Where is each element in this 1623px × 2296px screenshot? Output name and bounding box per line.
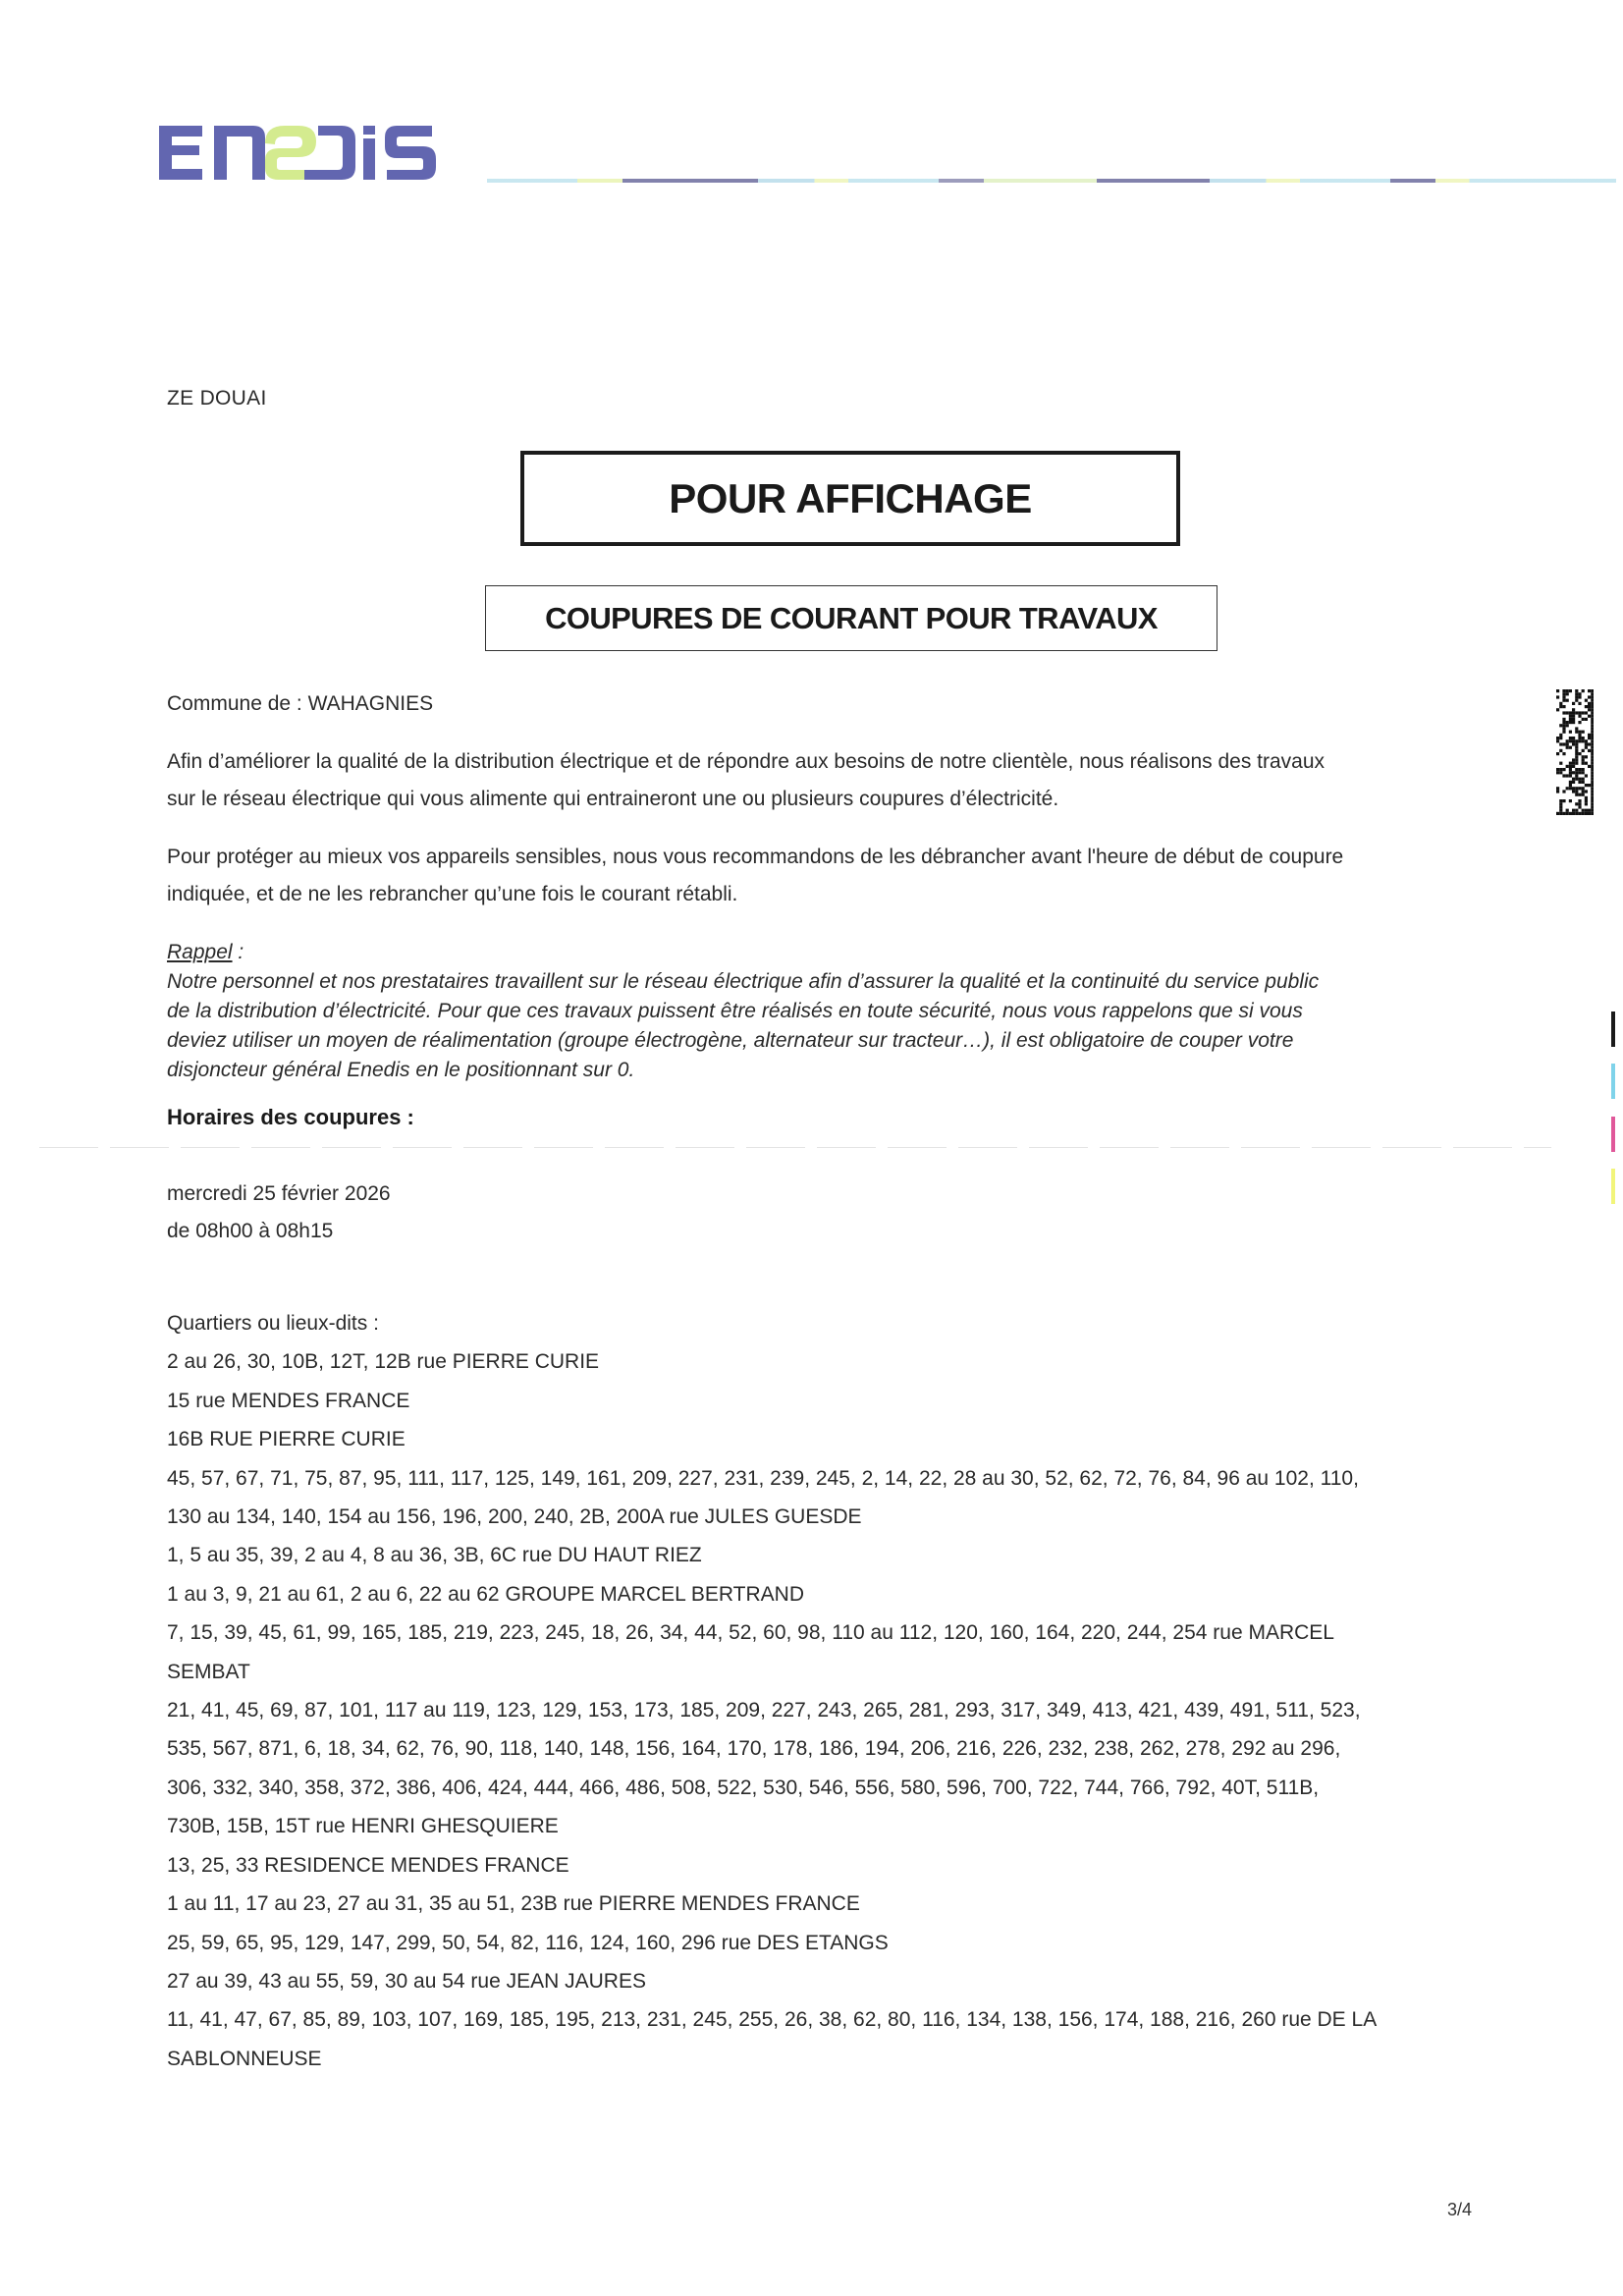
datamatrix-module [1559,809,1562,812]
datamatrix-module [1572,718,1575,721]
address-line: 15 rue MENDES FRANCE [167,1389,410,1412]
datamatrix-module [1569,771,1572,774]
datamatrix-module [1556,787,1559,790]
intro-paragraph-2-line: Pour protéger au mieux vos appareils sensibles, nous vous recommandons de les débrancher avant l'heure de début de coupure [167,846,1344,868]
datamatrix-module [1591,752,1594,755]
address-line: SEMBAT [167,1660,250,1683]
rappel-heading [167,938,1319,967]
datamatrix-module [1591,742,1594,745]
datamatrix-module [1572,758,1575,761]
datamatrix-module [1575,739,1578,742]
datamatrix-module [1585,790,1588,793]
datamatrix-module [1556,790,1559,793]
address-line: 16B RUE PIERRE CURIE [167,1428,406,1451]
datamatrix-module [1566,739,1569,742]
logo-letter-n [214,126,265,180]
datamatrix-module [1578,731,1581,734]
datamatrix-module [1572,781,1575,784]
datamatrix-module [1556,695,1559,698]
datamatrix-module [1588,809,1591,812]
datamatrix-module [1585,809,1588,812]
datamatrix-module [1562,718,1565,721]
logo-letter-i-dot [363,126,375,135]
datamatrix-module [1575,699,1578,702]
registration-mark-magenta [1611,1117,1615,1152]
datamatrix-module [1572,737,1575,739]
datamatrix-module [1566,699,1569,702]
datamatrix-module [1566,742,1569,745]
enedis-logo [155,116,469,191]
datamatrix-module [1566,787,1569,790]
datamatrix-module [1585,762,1588,765]
datamatrix-module [1562,812,1565,815]
datamatrix-module [1591,809,1594,812]
datamatrix-module [1562,799,1565,802]
datamatrix-module [1582,768,1585,771]
registration-mark-yellow [1611,1169,1615,1204]
address-line: 1 au 3, 9, 21 au 61, 2 au 6, 22 au 62 GROUPE MARCEL BERTRAND [167,1582,805,1606]
datamatrix-module [1591,705,1594,708]
datamatrix-module [1582,737,1585,739]
datamatrix-module [1556,708,1559,711]
datamatrix-module [1588,705,1591,708]
datamatrix-module [1578,737,1581,739]
datamatrix-module [1572,762,1575,765]
datamatrix-module [1575,768,1578,771]
affected-addresses [167,1304,1377,2078]
datamatrix-module [1582,790,1585,793]
address-line: 306, 332, 340, 358, 372, 386, 406, 424, 444, 466, 486, 508, 522, 530, 546, 556, 580, 596, 700, 722, 744, 766, 792, 40T, 511B, [167,1776,1320,1799]
title-box [520,451,1180,546]
datamatrix-module [1575,762,1578,765]
datamatrix-module [1582,711,1585,714]
datamatrix-module [1559,805,1562,808]
datamatrix-module [1575,742,1578,745]
datamatrix-module [1559,724,1562,727]
datamatrix-module [1562,774,1565,777]
datamatrix-module [1569,765,1572,768]
datamatrix-module [1578,715,1581,718]
datamatrix-module [1572,765,1575,768]
header-divider [487,179,1616,183]
datamatrix-module [1562,727,1565,730]
datamatrix-module [1591,739,1594,742]
datamatrix-module [1591,718,1594,721]
datamatrix-module [1562,721,1565,724]
datamatrix-module [1578,702,1581,705]
datamatrix-module [1582,718,1585,721]
issuing-unit: ZE DOUAI [167,387,267,410]
datamatrix-module [1582,749,1585,752]
datamatrix-module [1588,784,1591,787]
datamatrix-module [1575,787,1578,790]
datamatrix-module [1559,737,1562,739]
datamatrix-module [1578,695,1581,698]
datamatrix-module [1588,689,1591,692]
address-line: 1 au 11, 17 au 23, 27 au 31, 35 au 51, 23B rue PIERRE MENDES FRANCE [167,1892,860,1916]
datamatrix-module [1582,778,1585,781]
enedis-logo-mark [155,116,469,191]
datamatrix-module [1566,711,1569,714]
datamatrix-module [1569,731,1572,734]
datamatrix-module [1566,774,1569,777]
datamatrix-module [1582,762,1585,765]
intro-paragraph-1-line: Afin d’améliorer la qualité de la distribution électrique et de répondre aux besoins de notre clientèle, nous réalisons des travaux [167,750,1325,773]
datamatrix-module [1569,718,1572,721]
datamatrix-module [1562,695,1565,698]
datamatrix-module [1569,762,1572,765]
datamatrix-module [1578,711,1581,714]
datamatrix-module [1591,796,1594,799]
datamatrix-module [1582,781,1585,784]
datamatrix-module [1578,721,1581,724]
datamatrix-module [1585,699,1588,702]
datamatrix-module [1562,711,1565,714]
outage-time: de 08h00 à 08h15 [167,1220,334,1242]
datamatrix-module [1585,739,1588,742]
datamatrix-module [1559,734,1562,737]
datamatrix-module [1575,731,1578,734]
datamatrix-module [1591,711,1594,714]
datamatrix-module [1575,749,1578,752]
datamatrix-module [1562,699,1565,702]
datamatrix-module [1559,802,1562,805]
datamatrix-module [1585,812,1588,815]
datamatrix-module [1559,812,1562,815]
datamatrix-module [1591,724,1594,727]
datamatrix-module [1588,734,1591,737]
datamatrix-module [1582,809,1585,812]
quartiers-heading: Quartiers ou lieux-dits : [167,1312,379,1335]
datamatrix-module [1585,796,1588,799]
datamatrix-module [1575,752,1578,755]
datamatrix-module [1566,746,1569,749]
datamatrix-module [1569,739,1572,742]
datamatrix-module [1591,774,1594,777]
datamatrix-module [1575,746,1578,749]
datamatrix-module [1572,812,1575,815]
datamatrix-code-graphic [1556,689,1594,817]
datamatrix-module [1591,749,1594,752]
datamatrix-module [1562,742,1565,745]
datamatrix-module [1582,755,1585,758]
address-line: 1, 5 au 35, 39, 2 au 4, 8 au 36, 3B, 6C rue DU HAUT RIEZ [167,1544,702,1567]
datamatrix-module [1559,749,1562,752]
datamatrix-module [1578,799,1581,802]
datamatrix-module [1585,799,1588,802]
datamatrix-module [1591,737,1594,739]
outage-date: mercredi 25 février 2026 [167,1182,391,1205]
page-subtitle: COUPURES DE COURANT POUR TRAVAUX [545,600,1158,635]
address-line: 13, 25, 33 RESIDENCE MENDES FRANCE [167,1853,569,1877]
datamatrix-module [1591,746,1594,749]
registration-mark-black [1611,1011,1615,1047]
address-line: 130 au 134, 140, 154 au 156, 196, 200, 240, 2B, 200A rue JULES GUESDE [167,1505,862,1529]
datamatrix-module [1569,721,1572,724]
datamatrix-module [1569,784,1572,787]
datamatrix-module [1556,752,1559,755]
datamatrix-module [1569,689,1572,692]
datamatrix-module [1562,752,1565,755]
datamatrix-module [1582,758,1585,761]
datamatrix-module [1591,727,1594,730]
scan-artifact-rule [39,1147,1551,1148]
datamatrix-module [1572,742,1575,745]
datamatrix-module [1582,739,1585,742]
rappel-line: deviez utiliser un moyen de réalimentation (groupe électrogène, alternateur sur tracteur…), il est obligatoire de couper votre [167,1029,1294,1052]
logo-letter-e [159,126,202,180]
datamatrix-module [1591,689,1594,692]
datamatrix-module [1575,793,1578,796]
datamatrix-module [1578,778,1581,781]
datamatrix-module [1582,689,1585,692]
datamatrix-module [1582,812,1585,815]
datamatrix-module [1591,781,1594,784]
datamatrix-module [1578,734,1581,737]
datamatrix-module [1572,708,1575,711]
datamatrix-module [1591,715,1594,718]
datamatrix-module [1585,742,1588,745]
address-line: 45, 57, 67, 71, 75, 87, 95, 111, 117, 125, 149, 161, 209, 227, 231, 239, 245, 2, 14, 22, 28 au 30, 52, 62, 72, 76, 84, 96 au 102, 110, [167,1466,1359,1490]
datamatrix-module [1566,689,1569,692]
datamatrix-module [1559,799,1562,802]
datamatrix-module [1582,793,1585,796]
datamatrix-module [1566,812,1569,815]
datamatrix-module [1585,784,1588,787]
datamatrix-module [1591,755,1594,758]
datamatrix-module [1569,746,1572,749]
datamatrix-module [1591,758,1594,761]
datamatrix-module [1578,805,1581,808]
datamatrix-module [1572,787,1575,790]
datamatrix-module [1588,715,1591,718]
rappel-line: de la distribution d’électricité. Pour que ces travaux puissent être réalisés en toute sécurité, nous vous rappelons que si vous [167,1000,1303,1022]
datamatrix-module [1578,771,1581,774]
datamatrix-module [1588,742,1591,745]
datamatrix-module [1575,771,1578,774]
datamatrix-module [1575,689,1578,692]
datamatrix-module [1591,771,1594,774]
horaires-heading: Horaires des coupures : [167,1105,414,1129]
datamatrix-module [1569,799,1572,802]
datamatrix-module [1575,802,1578,805]
datamatrix-module [1582,771,1585,774]
datamatrix-module [1578,787,1581,790]
datamatrix-module [1575,758,1578,761]
datamatrix-module [1588,702,1591,705]
datamatrix-module [1569,768,1572,771]
datamatrix-module [1566,809,1569,812]
registration-mark-cyan [1611,1064,1615,1099]
datamatrix-module [1588,708,1591,711]
datamatrix-module [1569,812,1572,815]
datamatrix-module [1585,711,1588,714]
datamatrix-module [1575,727,1578,730]
datamatrix-module [1591,702,1594,705]
datamatrix-module [1569,787,1572,790]
datamatrix-module [1578,812,1581,815]
datamatrix-module [1569,781,1572,784]
address-line: 25, 59, 65, 95, 129, 147, 299, 50, 54, 82, 116, 124, 160, 296 rue DES ETANGS [167,1931,889,1954]
datamatrix-module [1575,755,1578,758]
datamatrix-module [1591,708,1594,711]
datamatrix-module [1591,734,1594,737]
datamatrix-code [1556,689,1594,817]
datamatrix-module [1562,731,1565,734]
datamatrix-module [1556,771,1559,774]
datamatrix-module [1575,692,1578,695]
datamatrix-module [1572,739,1575,742]
datamatrix-module [1585,774,1588,777]
datamatrix-module [1572,809,1575,812]
datamatrix-module [1591,695,1594,698]
datamatrix-module [1591,762,1594,765]
datamatrix-module [1556,737,1559,739]
datamatrix-module [1569,715,1572,718]
datamatrix-module [1585,755,1588,758]
datamatrix-module [1562,705,1565,708]
datamatrix-module [1562,768,1565,771]
datamatrix-module [1562,790,1565,793]
datamatrix-module [1582,787,1585,790]
datamatrix-module [1578,802,1581,805]
datamatrix-module [1559,771,1562,774]
datamatrix-module [1591,787,1594,790]
datamatrix-module [1566,692,1569,695]
datamatrix-module [1572,771,1575,774]
datamatrix-module [1578,793,1581,796]
datamatrix-module [1585,718,1588,721]
datamatrix-module [1575,695,1578,698]
datamatrix-module [1569,737,1572,739]
rappel-notice [167,938,1319,1085]
datamatrix-module [1588,749,1591,752]
datamatrix-module [1575,778,1578,781]
address-line: 535, 567, 871, 6, 18, 34, 62, 76, 90, 118, 140, 148, 156, 164, 170, 178, 186, 194, 206, 216, 226, 232, 238, 262, 278, 292 au 296, [167,1737,1341,1761]
datamatrix-module [1556,812,1559,815]
rappel-line: Notre personnel et nos prestataires travaillent sur le réseau électrique afin d’assurer la qualité et la continuité du service public [167,970,1320,993]
datamatrix-module [1578,692,1581,695]
datamatrix-module [1575,790,1578,793]
datamatrix-module [1585,802,1588,805]
datamatrix-module [1591,692,1594,695]
datamatrix-module [1572,721,1575,724]
datamatrix-module [1591,805,1594,808]
datamatrix-module [1588,765,1591,768]
subtitle-box [485,585,1217,651]
rappel-line: disjoncteur général Enedis en le positionnant sur 0. [167,1059,635,1081]
datamatrix-module [1591,778,1594,781]
datamatrix-module [1556,689,1559,692]
intro-paragraph-1 [167,743,1325,818]
datamatrix-module [1566,724,1569,727]
datamatrix-module [1575,812,1578,815]
datamatrix-module [1575,774,1578,777]
commune-line: Commune de : WAHAGNIES [167,692,434,715]
datamatrix-module [1572,778,1575,781]
datamatrix-module [1585,705,1588,708]
intro-paragraph-2 [167,839,1343,913]
datamatrix-module [1559,705,1562,708]
datamatrix-module [1559,702,1562,705]
datamatrix-module [1588,737,1591,739]
datamatrix-module [1585,746,1588,749]
datamatrix-module [1578,768,1581,771]
datamatrix-module [1588,695,1591,698]
datamatrix-module [1562,692,1565,695]
address-line: 27 au 39, 43 au 55, 59, 30 au 54 rue JEAN JAURES [167,1969,646,1993]
logo-letter-i-stem [363,138,375,180]
datamatrix-module [1575,809,1578,812]
datamatrix-module [1562,689,1565,692]
datamatrix-module [1556,739,1559,742]
address-line: 7, 15, 39, 45, 61, 99, 165, 185, 219, 223, 245, 18, 26, 34, 44, 52, 60, 98, 110 au 112, 120, 160, 164, 220, 244, 254 rue MARCEL [167,1621,1334,1645]
intro-paragraph-2-line: indiquée, et de ne les rebrancher qu’une fois le courant rétabli. [167,883,738,905]
datamatrix-module [1591,784,1594,787]
address-line: 2 au 26, 30, 10B, 12T, 12B rue PIERRE CURIE [167,1350,600,1374]
address-line: 730B, 15B, 15T rue HENRI GHESQUIERE [167,1815,559,1838]
datamatrix-module [1588,812,1591,815]
rappel-label-suffix: : [232,941,244,963]
datamatrix-module [1559,762,1562,765]
intro-paragraph-1-line: sur le réseau électrique qui vous alimente qui entraineront une ou plusieurs coupures d’électricité. [167,788,1059,810]
rappel-label: Rappel [167,941,233,963]
datamatrix-module [1569,711,1572,714]
datamatrix-module [1569,774,1572,777]
datamatrix-module [1591,793,1594,796]
address-line: SABLONNEUSE [167,2047,322,2070]
datamatrix-module [1591,790,1594,793]
datamatrix-module [1562,724,1565,727]
datamatrix-module [1591,812,1594,815]
datamatrix-module [1578,739,1581,742]
datamatrix-module [1566,765,1569,768]
datamatrix-module [1591,765,1594,768]
datamatrix-module [1572,715,1575,718]
datamatrix-module [1591,802,1594,805]
datamatrix-module [1556,768,1559,771]
address-line: 11, 41, 47, 67, 85, 89, 103, 107, 169, 185, 195, 213, 231, 245, 255, 26, 38, 62, 80, 116, 134, 138, 156, 174, 188, 216, 260 rue DE LA [167,2008,1378,2032]
datamatrix-module [1582,731,1585,734]
outage-schedule [167,1175,391,1250]
datamatrix-module [1591,768,1594,771]
logo-letter-s [385,126,436,180]
datamatrix-module [1591,721,1594,724]
datamatrix-module [1566,721,1569,724]
page-number: 3/4 [1447,2200,1473,2219]
datamatrix-module [1559,742,1562,745]
address-line: 21, 41, 45, 69, 87, 101, 117 au 119, 123, 129, 153, 173, 185, 209, 227, 243, 265, 281, 293, 317, 349, 413, 421, 439, 491, 511, 523, [167,1699,1361,1722]
page-title: POUR AFFICHAGE [669,474,1032,521]
datamatrix-module [1578,781,1581,784]
datamatrix-module [1572,702,1575,705]
datamatrix-module [1572,790,1575,793]
datamatrix-module [1559,768,1562,771]
datamatrix-module [1572,711,1575,714]
datamatrix-module [1591,699,1594,702]
datamatrix-module [1578,752,1581,755]
datamatrix-module [1591,731,1594,734]
datamatrix-module [1591,799,1594,802]
datamatrix-module [1575,711,1578,714]
